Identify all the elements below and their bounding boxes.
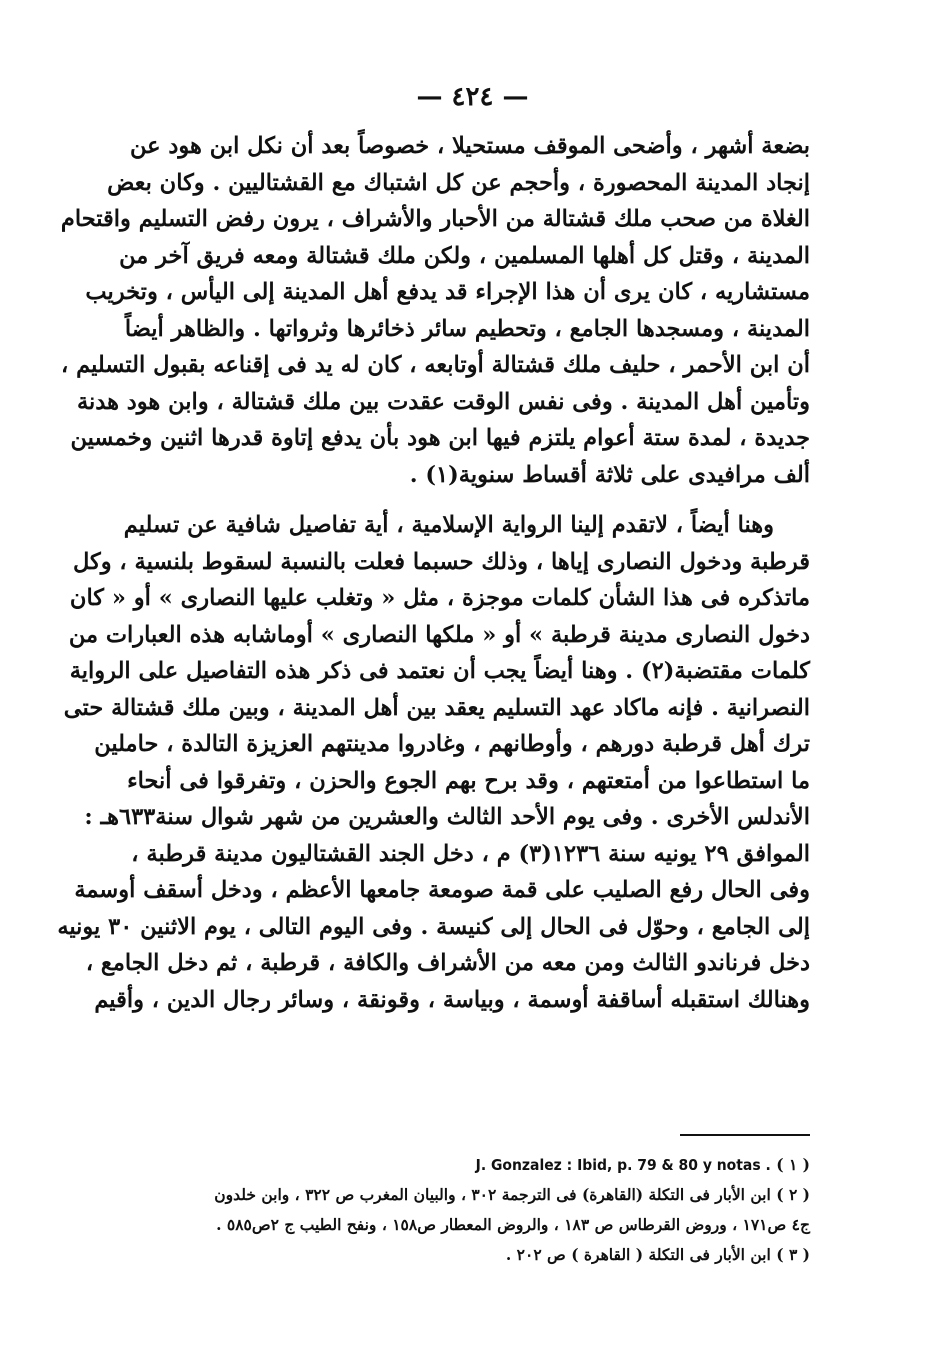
- text-line: إلى الجامع ، وحوّل فى الحال إلى كنيسة . وفى اليوم التالى ، يوم الاثنين ٣٠ يونيه: [57, 913, 810, 940]
- text-line: المدينة ، ومسجدها الجامع ، وتحطيم سائر ذخائرها وثرواتها . والظاهر أيضاً: [124, 315, 810, 342]
- text-line: مستشاريه ، كان يرى أن هذا الإجراء قد يدفع أهل المدينة إلى اليأس ، وتخريب: [85, 279, 810, 305]
- text-line: النصرانية . فإنه ماكاد عهد التسليم يعقد بين أهل المدينة ، وبين ملك قشتالة حتى: [63, 694, 810, 721]
- footnote-2-continued: [120, 1210, 810, 1240]
- text-line: المدينة ، وقتل كل أهلها المسلمين ، ولكن ملك قشتالة ومعه فريق آخر من: [119, 242, 810, 269]
- text-line: وفى الحال رفع الصليب على قمة صومعة جامعها الأعظم ، ودخل أسقف أوسمة: [74, 877, 810, 903]
- page-number: — ٤٢٤ —: [416, 82, 529, 112]
- text-line: وهنا أيضاً ، لاتقدم إلينا الرواية الإسلامية ، أية تفاصيل شافية عن تسليم: [123, 512, 774, 538]
- footnote-marker: ( ٣ ): [776, 1245, 810, 1264]
- footnote-2: [120, 1180, 810, 1210]
- main-text: [57, 128, 810, 1018]
- footnote-marker: ( ٢ ): [776, 1185, 810, 1204]
- footnote-3: [120, 1240, 810, 1270]
- paragraph-gap: [132, 493, 810, 507]
- text-line: أن ابن الأحمر ، حليف ملك قشتالة أوتابعه ، كان له يد فى إقناعه بقبول التسليم ،: [61, 352, 810, 378]
- text-line: ألف مرافيدى على ثلاثة أقساط سنوية(١) .: [409, 461, 810, 488]
- text-line: بضعة أشهر ، وأضحى الموقف مستحيلا ، خصوصاً بعد أن نكل ابن هود عن: [129, 133, 810, 159]
- footnote-text: ابن الأبار فى التكلة ( القاهرة ) ص ٢٠٢ .: [505, 1245, 771, 1264]
- footnote-text: ابن الأبار فى التكلة (القاهرة) فى الترجمة ٣٠٢ ، والبيان المغرب ص ٣٢٢ ، وابن خلدون: [214, 1185, 771, 1204]
- text-line: ماتذكره فى هذا الشأن كلمات موجزة ، مثل « وتغلب عليها النصارى » أو « كان: [69, 585, 810, 611]
- footnote-text: J. Gonzalez : Ibid, p. 79 & 80 y notas .: [475, 1156, 771, 1174]
- footnote-marker: ( ١ ): [776, 1155, 810, 1174]
- footnote-1: [120, 1150, 810, 1180]
- text-line: ترك أهل قرطبة دورهم ، وأوطانهم ، وغادروا مدينتهم العزيزة التالدة ، حاملين: [94, 731, 810, 757]
- text-line: دخل فرناندو الثالث ومن معه من الأشراف والكافة ، قرطبة ، ثم دخل الجامع ،: [85, 950, 810, 976]
- footnote-separator: [680, 1134, 810, 1136]
- paragraph-1: [60, 128, 810, 493]
- text-line: الموافق ٢٩ يونيه سنة ١٢٣٦(٣) م ، دخل الجند القشتاليون مدينة قرطبة ،: [131, 840, 810, 867]
- text-line: كلمات مقتضبة(٢) . وهنا أيضاً يجب أن نعتمد فى ذكر هذه التفاصيل على الرواية: [69, 658, 810, 684]
- text-line: الغلاة من صحب ملك قشتالة من الأحبار والأشراف ، يرون رفض التسليم واقتحام: [60, 206, 810, 232]
- text-line: الأندلس الأخرى . وفى يوم الأحد الثالث والعشرين من شهر شوال سنة٦٣٣هـ :: [84, 804, 810, 830]
- text-line: ما استطاعوا من أمتعتهم ، وقد برح بهم الجوع والحزن ، وتفرقوا فى أنحاء: [127, 767, 810, 794]
- text-line: إنجاد المدينة المحصورة ، وأحجم عن كل اشتباك مع القشتاليين . وكان بعض: [107, 169, 810, 196]
- paragraph-2: [57, 507, 810, 1018]
- text-line: جديدة ، لمدة ستة أعوام يلتزم فيها ابن هود بأن يدفع إتاوة قدرها اثنين وخمسين: [70, 425, 810, 451]
- footnote-text: ج٤ ص١٧١ ، وروض القرطاس ص ١٨٣ ، والروض المعطار ص١٥٨ ، ونفح الطيب ج ٢ص٥٨٥ .: [216, 1215, 810, 1234]
- text-line: دخول النصارى مدينة قرطبة » أو « ملكها النصارى » أوماشابه هذه العبارات من: [68, 621, 810, 648]
- footnotes: [120, 1150, 810, 1270]
- text-line: وتأمين أهل المدينة . وفى نفس الوقت عقدت بين ملك قشتالة ، وابن هود هدنة: [76, 388, 810, 415]
- text-line: قرطبة ودخول النصارى إياها ، وذلك حسبما فعلت بالنسبة لسقوط بلنسية ، وكل: [72, 548, 810, 575]
- text-line: وهنالك استقبله أساقفة أوسمة ، وبياسة ، وقونقة ، وسائر رجال الدين ، وأقيم: [94, 986, 810, 1013]
